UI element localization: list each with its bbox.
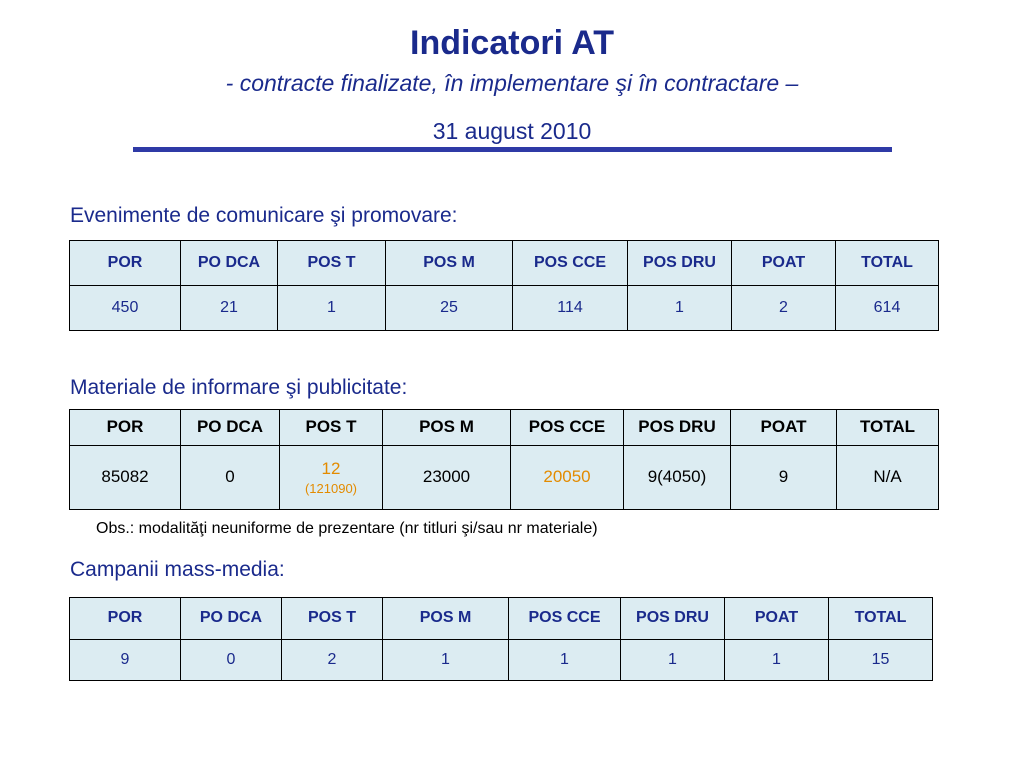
value-cell: N/A bbox=[837, 445, 939, 509]
value-cell: 2 bbox=[282, 639, 383, 681]
materials-table bbox=[69, 409, 939, 510]
header-cell: PO DCA bbox=[181, 598, 282, 640]
value-cell: 1 bbox=[725, 639, 829, 681]
header-cell: POS M bbox=[383, 410, 511, 446]
section-heading-materials: Materiale de informare şi publicitate: bbox=[70, 376, 408, 399]
header-cell: POS DRU bbox=[621, 598, 725, 640]
header-cell: POS CCE bbox=[513, 241, 628, 286]
header-cell: POR bbox=[70, 598, 181, 640]
header-cell: TOTAL bbox=[836, 241, 939, 286]
header-cell: POS T bbox=[278, 241, 386, 286]
value-note: (121090) bbox=[304, 480, 358, 496]
header-cell: POAT bbox=[731, 410, 837, 446]
header-cell: PO DCA bbox=[181, 241, 278, 286]
title-divider bbox=[133, 147, 892, 152]
value-cell: 1 bbox=[383, 639, 509, 681]
page-subtitle: - contracte finalizate, în implementare şi în contractare – bbox=[225, 70, 799, 96]
value-cell: 1 bbox=[278, 286, 386, 331]
header-cell: POS M bbox=[386, 241, 513, 286]
value-cell-pos-t bbox=[280, 445, 383, 509]
events-table bbox=[69, 240, 939, 331]
header-cell: TOTAL bbox=[837, 410, 939, 446]
section-heading-campaigns: Campanii mass-media: bbox=[70, 558, 285, 581]
header-cell: POS CCE bbox=[511, 410, 624, 446]
value-cell: 23000 bbox=[383, 445, 511, 509]
header-cell: POS DRU bbox=[624, 410, 731, 446]
value-cell: 2 bbox=[732, 286, 836, 331]
value-cell: 1 bbox=[509, 639, 621, 681]
header-cell: POS CCE bbox=[509, 598, 621, 640]
value-cell: 21 bbox=[181, 286, 278, 331]
value-cell: 9 bbox=[70, 639, 181, 681]
report-date: 31 august 2010 bbox=[432, 118, 592, 144]
header-cell: POAT bbox=[732, 241, 836, 286]
page-title: Indicatori AT bbox=[410, 24, 614, 62]
value-cell: 0 bbox=[181, 445, 280, 509]
header-cell: POAT bbox=[725, 598, 829, 640]
table-row bbox=[70, 639, 933, 681]
value-cell: 85082 bbox=[70, 445, 181, 509]
table-header-row bbox=[70, 598, 933, 640]
value-cell: 450 bbox=[70, 286, 181, 331]
value-cell: 9(4050) bbox=[624, 445, 731, 509]
table-header-row bbox=[70, 410, 939, 446]
observation-note: Obs.: modalităţi neuniforme de prezentare (nr titluri şi/sau nr materiale) bbox=[96, 520, 598, 537]
value-cell: 614 bbox=[836, 286, 939, 331]
value-cell: 9 bbox=[731, 445, 837, 509]
header-cell: POR bbox=[70, 241, 181, 286]
header-cell: POS M bbox=[383, 598, 509, 640]
value-cell: 1 bbox=[621, 639, 725, 681]
header-cell: POS T bbox=[282, 598, 383, 640]
table-row bbox=[70, 286, 939, 331]
value-cell: 114 bbox=[513, 286, 628, 331]
header-cell: TOTAL bbox=[829, 598, 933, 640]
section-heading-events: Evenimente de comunicare şi promovare: bbox=[70, 204, 458, 227]
value-cell: 20050 bbox=[511, 445, 624, 509]
table-header-row bbox=[70, 241, 939, 286]
header-cell: PO DCA bbox=[181, 410, 280, 446]
campaigns-table bbox=[69, 597, 933, 681]
value-cell: 15 bbox=[829, 639, 933, 681]
header-cell: POS T bbox=[280, 410, 383, 446]
value-main: 12 bbox=[321, 458, 341, 478]
header-cell: POR bbox=[70, 410, 181, 446]
value-cell: 25 bbox=[386, 286, 513, 331]
header-cell: POS DRU bbox=[628, 241, 732, 286]
table-row bbox=[70, 445, 939, 509]
value-cell: 1 bbox=[628, 286, 732, 331]
value-cell: 0 bbox=[181, 639, 282, 681]
